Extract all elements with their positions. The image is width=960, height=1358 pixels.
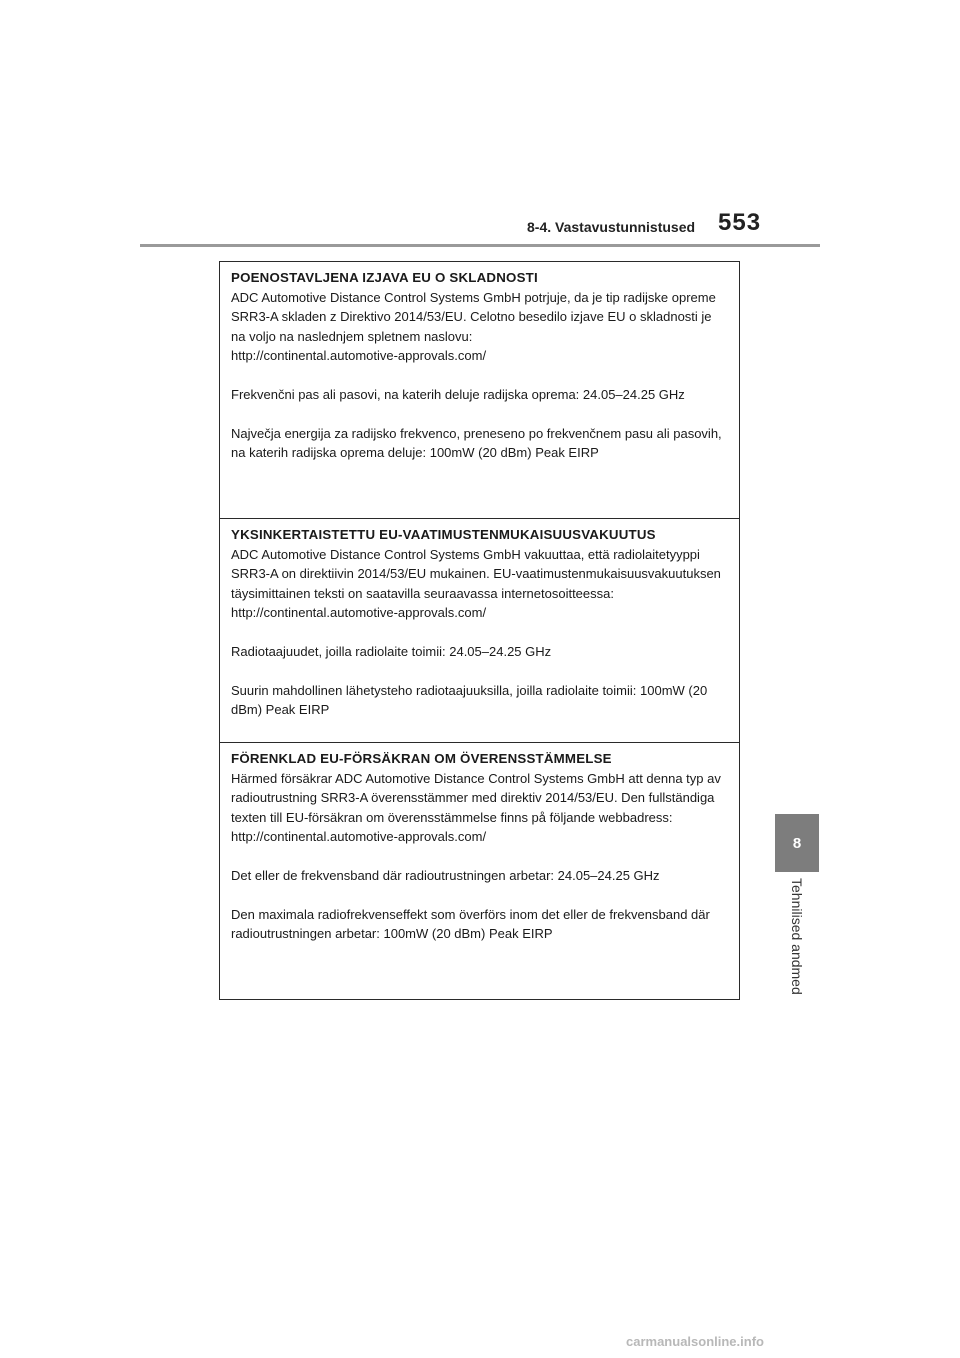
spacer: [231, 623, 729, 642]
section-title: FÖRENKLAD EU-FÖRSÄKRAN OM ÖVERENSSTÄMMELSE: [231, 751, 612, 766]
paragraph: Radiotaajuudet, joilla radiolaite toimii: 24.05–24.25 GHz: [231, 643, 552, 659]
paragraph: Det eller de frekvensband där radioutrustningen arbetar: 24.05–24.25 GHz: [231, 867, 660, 883]
declaration-box: [219, 261, 740, 1000]
header-section-title: 8-4. Vastavustunnistused: [527, 219, 696, 235]
paragraph: Frekvenčni pas ali pasovi, na katerih deluje radijska oprema: 24.05–24.25 GHz: [231, 386, 685, 402]
paragraph: ADC Automotive Distance Control Systems GmbH vakuuttaa, että radiolaitetyyppi SRR3-A on direktiivin 2014/53/EU mukainen. EU-vaatimustenmukaisuusvakuutuksen täysimittainen teksti on saatavilla seuraavassa internetosoitteessa:: [231, 546, 721, 601]
page-number: 553: [718, 209, 762, 236]
spacer: [231, 662, 729, 681]
section-title: POENOSTAVLJENA IZJAVA EU O SKLADNOSTI: [231, 270, 538, 285]
section-slovenian: [220, 262, 739, 463]
url-text: http://continental.automotive-approvals.com/: [231, 348, 487, 364]
url-text: http://continental.automotive-approvals.com/: [231, 829, 487, 845]
spacer: [231, 405, 729, 424]
spacer: [231, 886, 729, 905]
section-title: YKSINKERTAISTETTU EU-VAATIMUSTENMUKAISUUSVAKUUTUS: [231, 527, 656, 542]
watermark-text: carmanualsonline.info: [626, 1334, 764, 1349]
paragraph: Härmed försäkrar ADC Automotive Distance Control Systems GmbH att denna typ av radioutrustning SRR3-A överensstämmer med direktiv 2014/53/EU. Den fullständiga texten till EU-försäkran om överensstämmelse finns på följande webbadress:: [231, 770, 721, 825]
url-text: http://continental.automotive-approvals.com/: [231, 605, 487, 621]
paragraph: Den maximala radiofrekvenseffekt som överförs inom det eller de frekvensband där radioutrustningen arbetar: 100mW (20 dBm) Peak EIRP: [231, 906, 710, 942]
paragraph: ADC Automotive Distance Control Systems GmbH potrjuje, da je tip radijske opreme SRR3-A skladen z Direktivo 2014/53/EU. Celotno besedilo izjave EU o skladnosti je na voljo na naslednjem spletnem naslovu:: [231, 289, 716, 344]
paragraph: Suurin mahdollinen lähetysteho radiotaajuuksilla, joilla radiolaite toimii: 100mW (20 dBm) Peak EIRP: [231, 682, 708, 718]
chapter-number: 8: [792, 834, 802, 852]
spacer: [231, 366, 729, 385]
paragraph: Največja energija za radijsko frekvenco, preneseno po frekvenčnem pasu ali pasovih, na katerih radijska oprema deluje: 100mW (20 dBm) Peak EIRP: [231, 425, 722, 461]
chapter-tab: [775, 814, 819, 872]
spacer: [231, 847, 729, 866]
section-swedish: [220, 743, 739, 944]
chapter-label: Tehnilised andmed: [789, 878, 805, 995]
section-finnish: [220, 519, 739, 720]
header-rule: [140, 244, 820, 247]
